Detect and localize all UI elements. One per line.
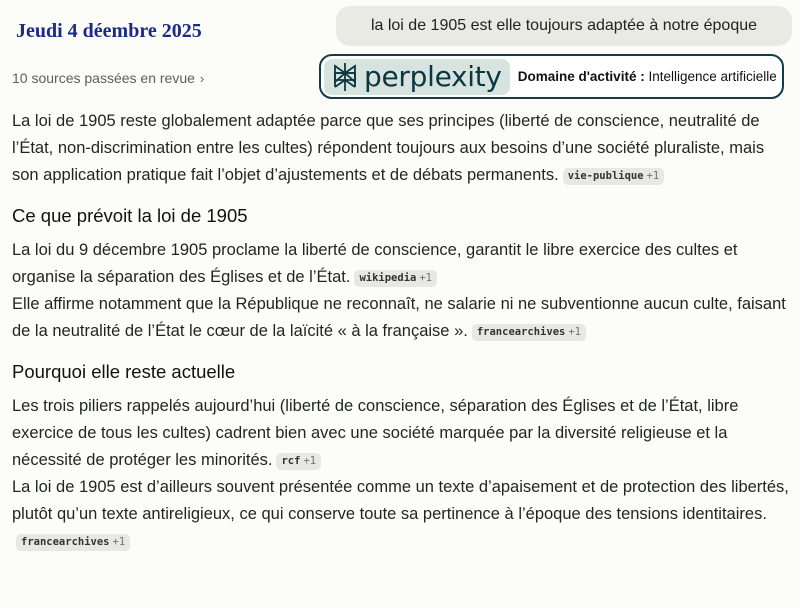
paragraph-text: Les trois piliers rappelés aujourd’hui (liberté de conscience, séparation des Églises et de l’État, libre exercice de tous les cultes) cadrent bien avec une société marquée par la diversité religieuse et la nécessité de protéger les minorités. [12,397,739,469]
citation-more: +1 [112,536,126,548]
citation-badge[interactable] [472,324,586,341]
citation-source: vie-publique [567,170,644,182]
domain-label: Domaine d'activité : [517,69,645,84]
section-heading: Ce que prévoit la loi de 1905 [12,205,248,226]
sources-link[interactable] [12,70,204,86]
section2-paragraph-1 [12,393,794,474]
citation-badge[interactable] [563,168,665,185]
citation-badge[interactable] [354,270,437,287]
domain-text [518,69,777,84]
paragraph-text: La loi de 1905 est d’ailleurs souvent présentée comme un texte d’apaisement et de protection des libertés, plutôt qu’un texte antireligieux, ce qui conserve toute sa pertinence à l’époque des tensions identitaires. [12,478,789,523]
citation-source: wikipedia [359,272,417,284]
paragraph-text: Elle affirme notamment que la République ne reconnaît, ne salarie ni ne subventionne aucun culte, faisant de la neutralité de l’État le cœur de la laïcité « à la française ». [12,295,786,340]
citation-more: +1 [646,170,660,182]
brand-name: perplexity [364,60,502,93]
perplexity-logo [324,59,510,95]
citation-more: +1 [419,272,433,284]
sources-label: 10 sources passées en revue [12,70,195,86]
citation-source: francearchives [21,536,110,548]
user-query-bubble: la loi de 1905 est elle toujours adaptée à notre époque [336,6,792,46]
answer-content [12,108,794,555]
domain-value: Intelligence artificielle [648,69,777,84]
citation-source: francearchives [476,326,566,338]
paragraph-text: La loi du 9 décembre 1905 proclame la liberté de conscience, garantit le libre exercice des cultes et organise la séparation des Églises et de l’État. [12,241,738,286]
date-label: Jeudi 4 déembre 2025 [16,20,202,42]
intro-paragraph [12,108,794,189]
brand-banner [319,54,784,99]
intro-text: La loi de 1905 reste globalement adaptée parce que ses principes (liberté de conscience, neutralité de l’État, non-discrimination entre les cultes) répondent toujours aux besoins d’une société pluraliste, mais son application pratique fait l’objet d’ajustements et de débats permanents. [12,112,765,184]
citation-badge[interactable] [16,534,130,551]
perplexity-icon [332,62,358,92]
citation-more: +1 [303,455,317,467]
section2-paragraph-2 [12,474,794,555]
section1-paragraph-1 [12,237,794,291]
section-heading: Pourquoi elle reste actuelle [12,361,236,382]
citation-more: +1 [568,326,582,338]
section1-paragraph-2 [12,291,794,345]
chevron-right-icon: › [199,71,205,86]
citation-badge[interactable] [276,453,321,470]
citation-source: rcf [281,455,301,467]
